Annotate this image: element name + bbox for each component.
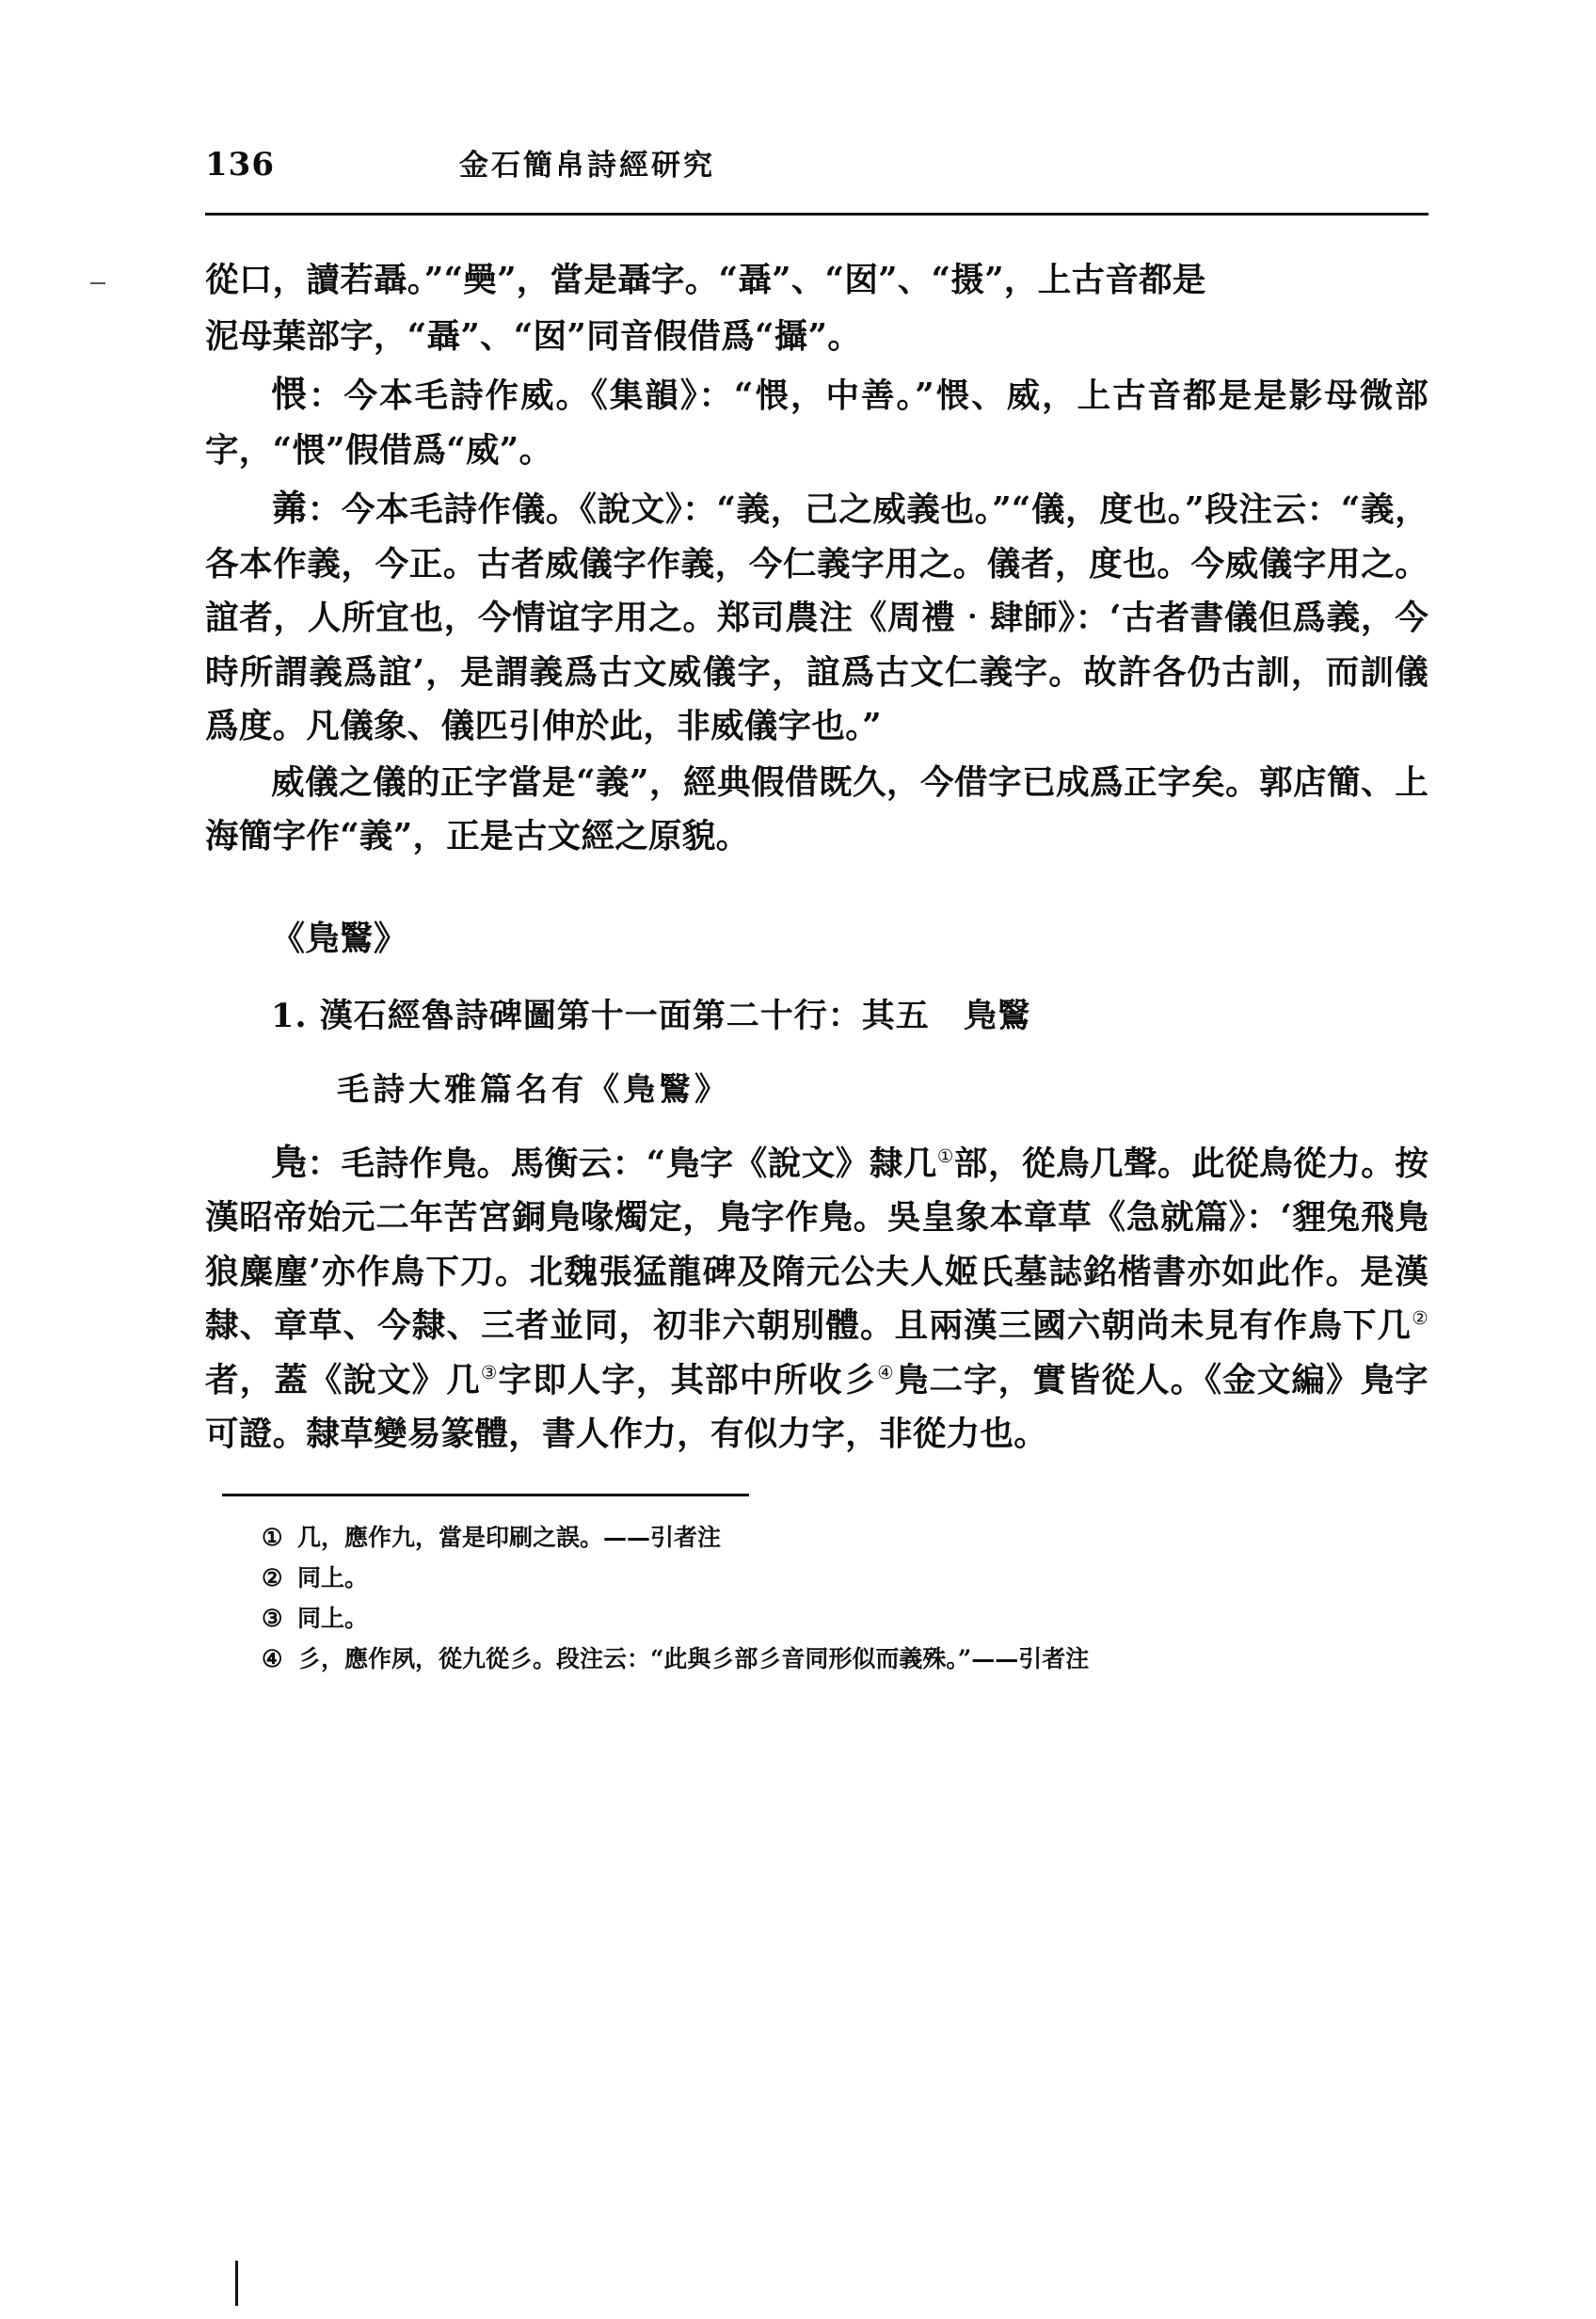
footnote-marker: ④: [262, 1644, 283, 1672]
footnote-item: [262, 1558, 1428, 1598]
footnote-marker: ③: [262, 1604, 283, 1632]
entry-body-fu-c: 者，蓋《說文》几: [205, 1360, 481, 1399]
spacer: [205, 866, 1428, 883]
entry-body-wei: ：今本毛詩作威。《集韻》：“愄，中善。”愄、威，上古音都是是影母微部字，“愄”假借爲“威”。: [205, 376, 1428, 470]
page-bottom-tick: [235, 2261, 238, 2306]
numbered-item-1: 1. 漢石經魯詩碑圖第十一面第二十行：其五 鳬鷖: [271, 996, 1031, 1035]
page-number: 136: [205, 146, 275, 184]
footnote-ref-1[interactable]: ①: [936, 1144, 954, 1167]
entry-body-fu-a: ：毛詩作鳬。馬衡云：“鳬字《說文》隸几: [307, 1144, 937, 1183]
entry-wei: [205, 365, 1428, 477]
footnote-ref-2[interactable]: ②: [1412, 1307, 1428, 1330]
footnote-marker: ①: [262, 1523, 283, 1551]
header-rule: [205, 213, 1428, 216]
page-content: [205, 141, 1428, 1679]
footnote-ref-3[interactable]: ③: [480, 1361, 499, 1383]
page-margin-tick: [90, 282, 105, 284]
section-title-fuyi: 《鳬鷖》: [271, 918, 408, 958]
entry-body-fu-e: 鳬二字，實皆從人。《金文編》鳬字可證。隸草變易篆體，書人作力，有似力字，非從力也。: [205, 1360, 1428, 1454]
footnote-item: [262, 1639, 1428, 1679]
footnote-list: [205, 1517, 1428, 1679]
footnote-text: 同上。: [297, 1563, 369, 1591]
entry-body-fu-d: 字即人字，其部中所收彡: [498, 1360, 878, 1399]
entry-body-yi: ：今本毛詩作儀。《說文》：“義，己之威義也。”“儀，度也。”段注云：“義，各本作義，今正。古者威儀字作義，今仁義字用之。儀者，度也。今威儀字用之。誼者，人所宜也，今情谊字用之。郑司農注《周禮‧肆師》：‘古者書儀但爲義，今時所謂義爲誼’，是謂義爲古文威儀字，誼爲古文仁義字。故許各仍古訓，而訓儀爲度。凡儀象、儀匹引伸於此，非威儀字也。”: [205, 490, 1428, 746]
entry-fu: [205, 1133, 1428, 1462]
entry-headword-fu: 鳬: [271, 1140, 308, 1183]
entry-headword-wei: 愄: [271, 373, 310, 415]
footnote-text: 几，應作九，當是印刷之誤。——引者注: [297, 1523, 722, 1551]
footnote-item: [262, 1598, 1428, 1639]
entry-headword-yi: 羛: [271, 487, 308, 530]
paragraph-continuation-line2: 泥母葉部字，“聶”、“囡”同音假借爲“攝”。: [205, 316, 862, 356]
footnote-ref-4[interactable]: ④: [877, 1361, 895, 1383]
paragraph-continuation-line1: 從口，讀若聶。”“奰”，當是聶字。“聶”、“囡”、“摄”，上古音都是: [205, 261, 1206, 299]
running-title: 金石簡帛詩經研究: [459, 149, 715, 183]
entry-yi: [205, 479, 1428, 754]
entry-body-fu-b: 部，從鳥几聲。此從鳥從力。按漢昭帝始元二年苦宮銅鳬喙燭定，鳬字作鳬。吳皇象本章草《急就篇》：‘貍兔飛鳬狼麋麈’亦作鳥下刀。北魏張猛龍碑及隋元公夫人姬氏墓誌銘楷書亦如此作。是漢隸、章草、今隸、三者並同，初非六朝別體。且兩漢三國六朝尚未見有作鳥下几: [205, 1144, 1429, 1346]
page-header: [205, 141, 1428, 207]
footnote-separator-rule: [222, 1494, 749, 1496]
footnote-item: [262, 1517, 1428, 1558]
body-text: [205, 253, 1428, 1462]
quoted-source-line: 毛詩大雅篇名有《鳬鷖》: [337, 1070, 730, 1109]
footnote-text: 彡，應作夙，從九從彡。段注云：“此與彡部彡音同形似而義殊。”——引者注: [297, 1644, 1090, 1672]
footnote-text: 同上。: [297, 1604, 369, 1632]
footnote-marker: ②: [262, 1563, 283, 1591]
paragraph-weiyi: 威儀之儀的正字當是“義”，經典假借既久，今借字已成爲正字矣。郭店簡、上海簡字作“義”，正是古文經之原貌。: [205, 762, 1428, 856]
